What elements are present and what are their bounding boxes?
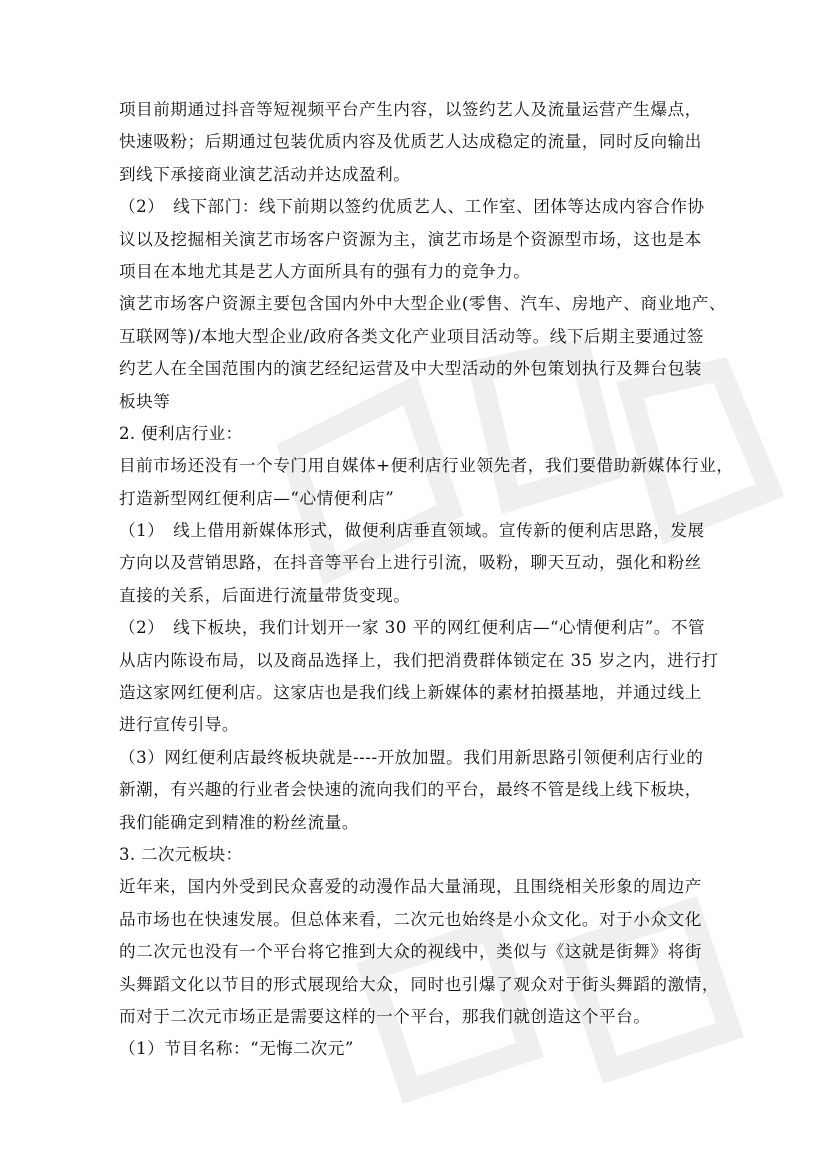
text-line: 的二次元也没有一个平台将它推到大众的视线中，类似与《这就是街舞》将街 bbox=[119, 942, 702, 962]
text-line: （1）节目名称：“无悔二次元” bbox=[119, 1039, 354, 1059]
text-line: 议以及挖掘相关演艺市场客户资源为主，演艺市场是个资源型市场，这也是本 bbox=[119, 229, 702, 249]
text-line: 品市场也在快速发展。但总体来看，二次元也始终是小众文化。对于小众文化 bbox=[119, 909, 702, 929]
text-line: 打造新型网红便利店—“心情便利店” bbox=[119, 488, 395, 508]
text-line: （1） 线上借用新媒体形式，做便利店垂直领域。宣传新的便利店思路，发展 bbox=[119, 521, 705, 541]
text-line: 快速吸粉；后期通过包装优质内容及优质艺人达成稳定的流量，同时反向输出 bbox=[119, 132, 702, 152]
text-line: 到线下承接商业演艺活动并达成盈利。 bbox=[119, 164, 411, 184]
text-line: 新潮，有兴趣的行业者会快速的流向我们的平台，最终不管是线上线下板块， bbox=[119, 780, 702, 800]
text-line: 直接的关系，后面进行流量带货变现。 bbox=[119, 585, 411, 605]
text-line: 从店内陈设布局，以及商品选择上，我们把消费群体锁定在 35 岁之内，进行打 bbox=[119, 650, 719, 670]
text-line: （2） 线下部门：线下前期以签约优质艺人、工作室、团体等达成内容合作协 bbox=[119, 197, 705, 217]
text-line: 而对于二次元市场正是需要这样的一个平台，那我们就创造这个平台。 bbox=[119, 1006, 651, 1026]
section-heading: 2. 便利店行业： bbox=[119, 423, 243, 443]
text-line: 进行宣传引导。 bbox=[119, 715, 240, 735]
text-line: （3）网红便利店最终板块就是----开放加盟。我们用新思路引领便利店行业的 bbox=[119, 747, 704, 767]
text-line: 演艺市场客户资源主要包含国内外中大型企业(零售、汽车、房地产、商业地产、 bbox=[119, 294, 727, 314]
text-line: 项目前期通过抖音等短视频平台产生内容，以签约艺人及流量运营产生爆点， bbox=[119, 100, 702, 119]
text-line: （2） 线下板块，我们计划开一家 30 平的网红便利店—“心情便利店”。不管 bbox=[119, 618, 706, 638]
text-line: 目前市场还没有一个专门用自媒体+便利店行业领先者，我们要借助新媒体行业， bbox=[119, 456, 734, 476]
text-line: 近年来，国内外受到民众喜爱的动漫作品大量涌现，且围绕相关形象的周边产 bbox=[119, 877, 702, 897]
text-line: 我们能确定到精准的粉丝流量。 bbox=[119, 812, 360, 832]
text-line: 约艺人在全国范围内的演艺经纪运营及中大型活动的外包策划执行及舞台包装 bbox=[119, 359, 702, 379]
text-line: 方向以及营销思路，在抖音等平台上进行引流，吸粉，聊天互动，强化和粉丝 bbox=[119, 553, 702, 573]
text-line: 项目在本地尤其是艺人方面所具有的强有力的竞争力。 bbox=[119, 261, 531, 281]
text-line: 板块等 bbox=[119, 391, 171, 411]
text-line: 头舞蹈文化以节目的形式展现给大众，同时也引爆了观众对于街头舞蹈的激情， bbox=[119, 974, 720, 994]
document-body bbox=[119, 94, 734, 1066]
text-line: 互联网等)/本地大型企业/政府各类文化产业项目活动等。线下后期主要通过签 bbox=[119, 326, 705, 346]
text-line: 造这家网红便利店。这家店也是我们线上新媒体的素材拍摄基地，并通过线上 bbox=[119, 683, 702, 703]
section-heading: 3. 二次元板块： bbox=[119, 844, 243, 864]
